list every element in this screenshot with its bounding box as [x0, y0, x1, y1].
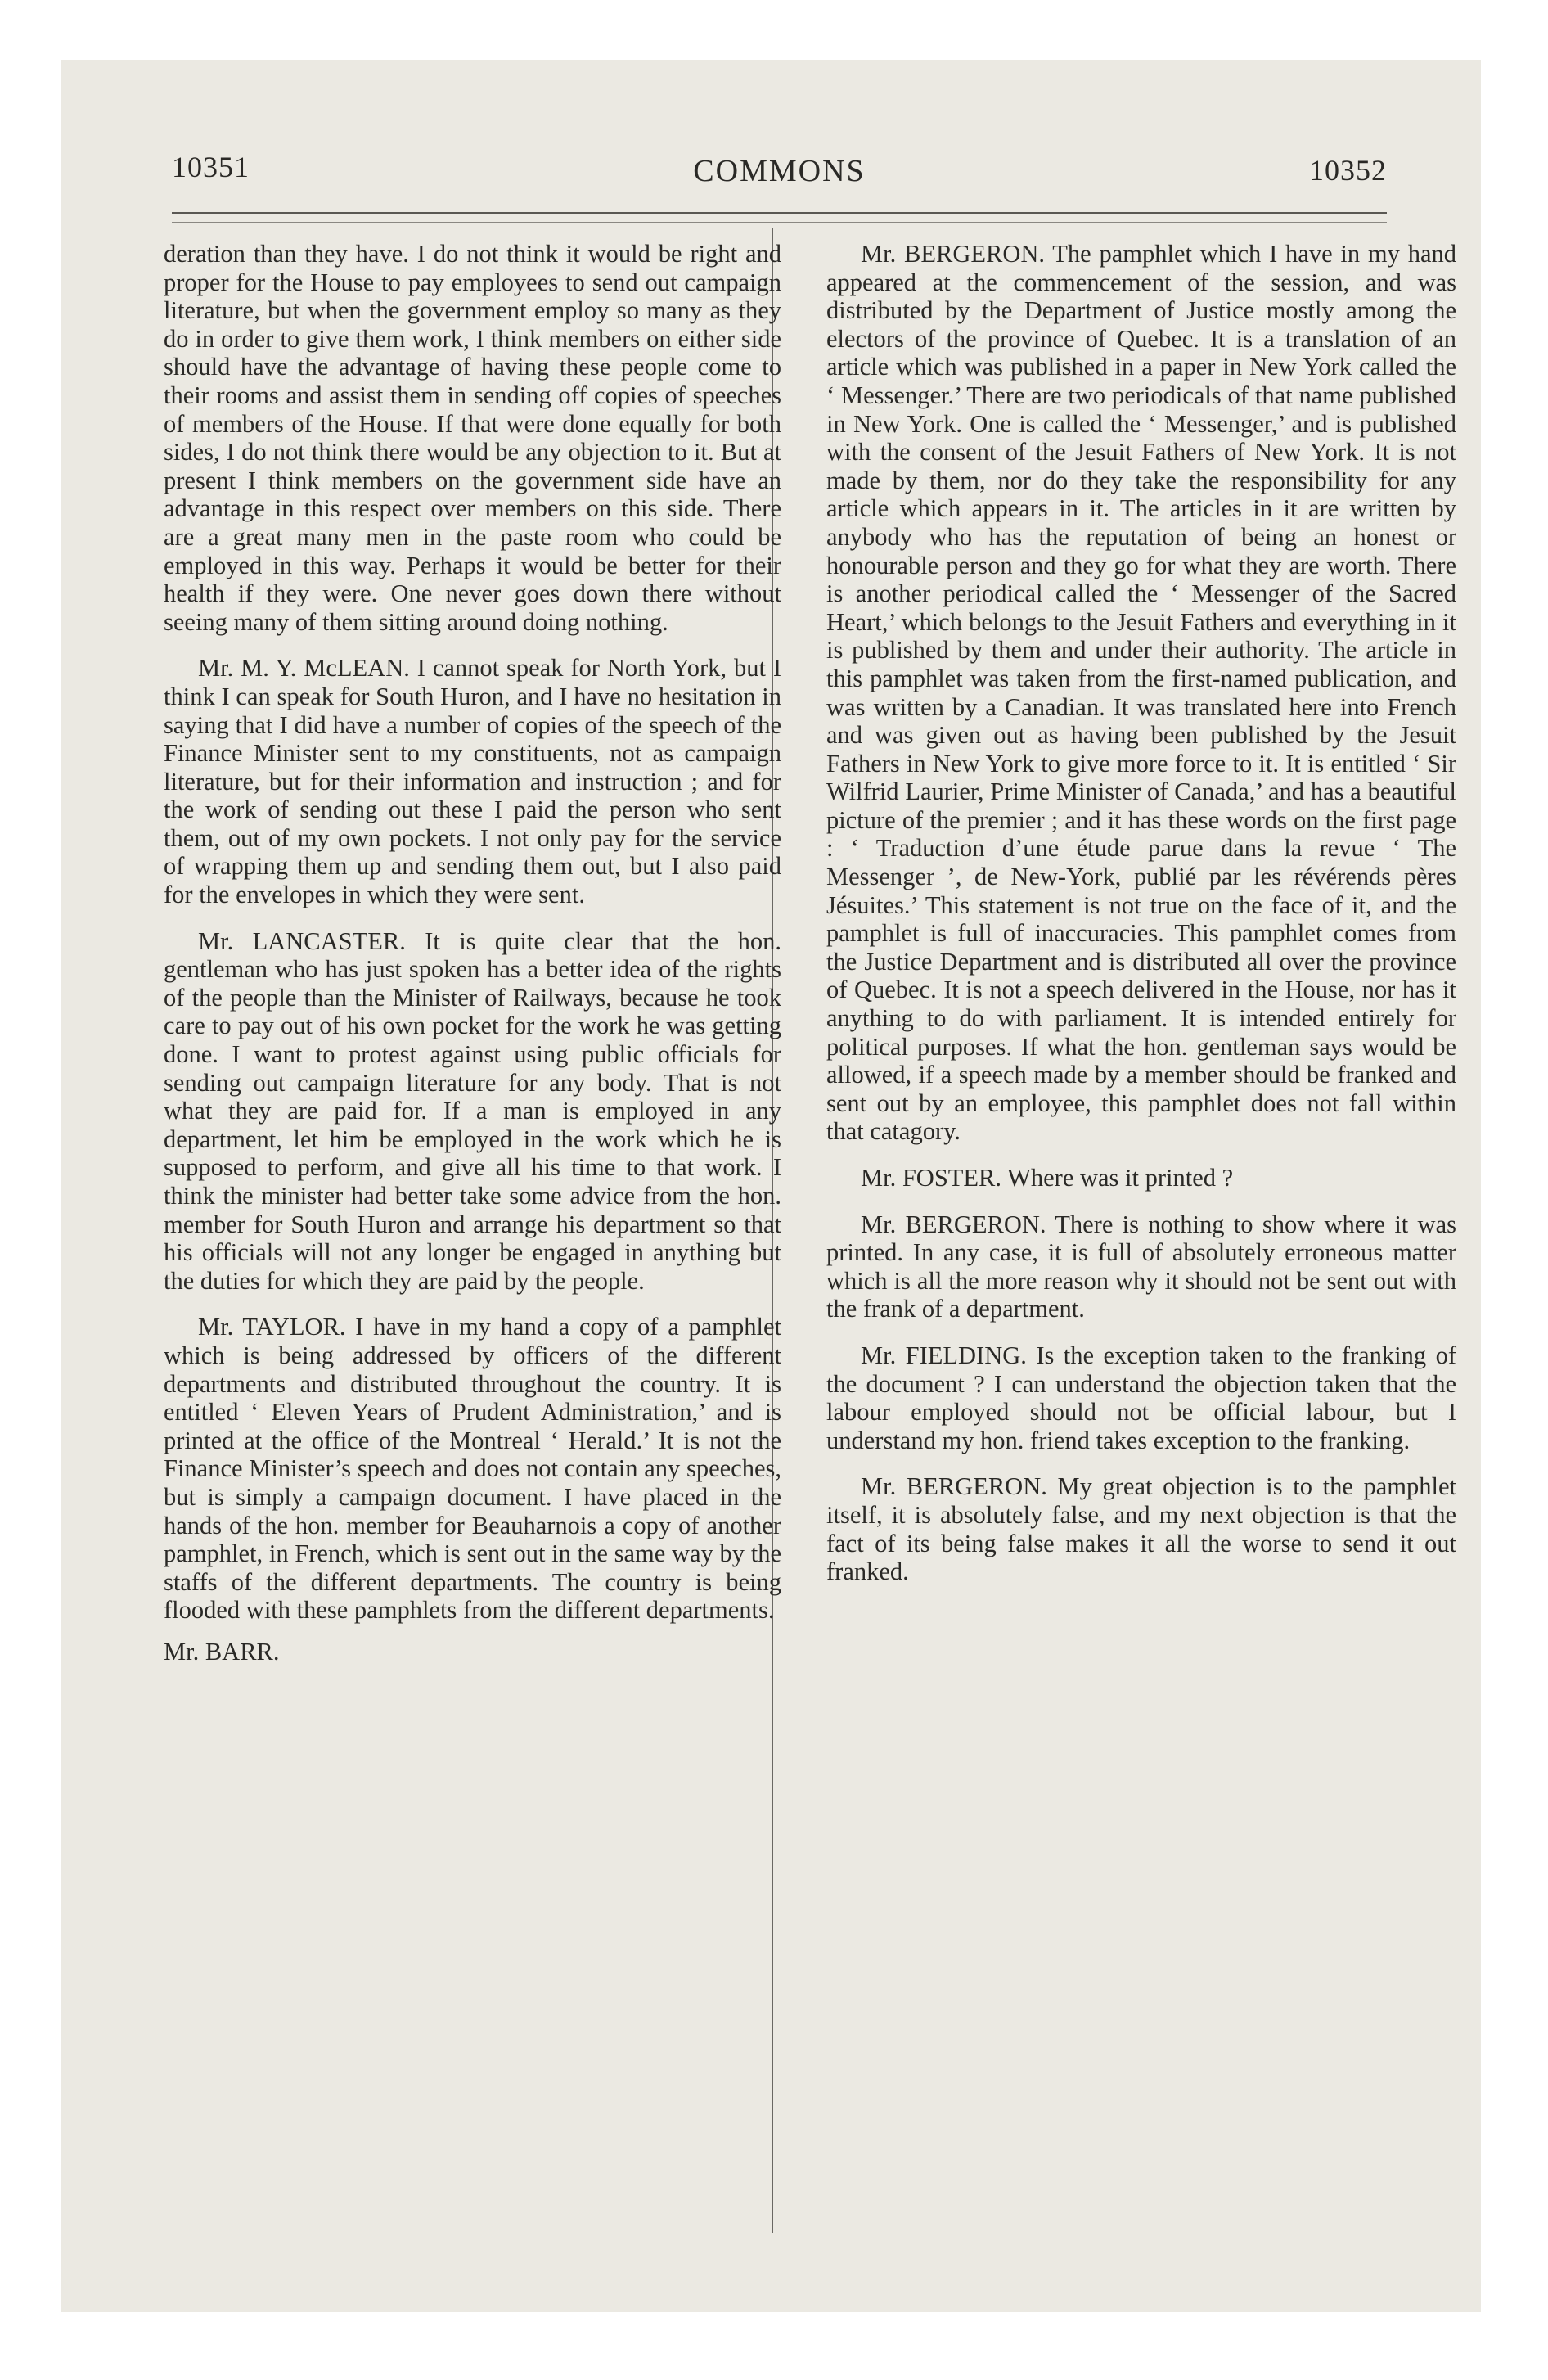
left-column: [164, 240, 781, 1684]
header-rule: [172, 212, 1387, 223]
page-number-right: 10352: [1309, 154, 1387, 187]
paragraph: Mr. M. Y. McLEAN. I cannot speak for North York, but I think I can speak for South Huron, and I have no hesitation in saying that I did have a number of copies of the speech of the Finance Minister sent to my constituents, not as campaign literature, but for their information and instruction ; and for the work of sending out these I paid the person who sent them, out of my own pockets. I not only pay for the service of wrapping them up and sending them out, but I also paid for the envelopes in which they were sent.: [164, 654, 781, 909]
paragraph: Mr. TAYLOR. I have in my hand a copy of a pamphlet which is being addressed by officers of the different departments and distributed throughout the country. It is entitled ‘ Eleven Years of Prudent Administration,’ and is printed at the office of the Montreal ‘ Herald.’ It is not the Finance Minister’s speech and does not contain any speeches, but is simply a campaign document. I have placed in the hands of the hon. member for Beauharnois a copy of another pamphlet, in French, which is sent out in the same way by the staffs of the different departments. The country is being flooded with these pamphlets from the different departments.: [164, 1313, 781, 1625]
page-body: [61, 60, 1481, 2312]
page-number-left: 10351: [172, 151, 250, 183]
paragraph: Mr. LANCASTER. It is quite clear that the hon. gentleman who has just spoken has a better idea of the rights of the people than the Minister of Railways, because he took care to pay out of his own pocket for the work he was getting done. I want to protest against using public officials for sending out campaign literature for any body. That is not what they are paid for. If a man is employed in any department, let him be employed in the work which he is supposed to perform, and give all his time to that work. I think the minister had better take some advice from the hon. member for South Huron and arrange his department so that his officials will not any longer be engaged in anything but the duties for which they are paid by the people.: [164, 926, 781, 1295]
paragraph: Mr. FOSTER. Where was it printed ?: [861, 1164, 1234, 1192]
paragraph: Mr. BERGERON. There is nothing to show where it was printed. In any case, it is full of absolutely erroneous matter which is all the more reason why it should not be sent out with the frank of a department.: [826, 1210, 1456, 1323]
scanned-page: [61, 60, 1481, 2312]
paragraph: Mr. FIELDING. Is the exception taken to the franking of the document ? I can understand the objection taken that the labour employed should not be official labour, but I understand my hon. friend takes exception to the franking.: [826, 1341, 1456, 1454]
right-column: [826, 240, 1456, 1604]
paragraph: Mr. BERGERON. My great objection is to the pamphlet itself, it is absolutely false, and my next objection is that the fact of its being false makes it all the worse to send it out franked.: [826, 1472, 1456, 1586]
paragraph: Mr. BERGERON. The pamphlet which I have in my hand appeared at the commencement of the session, and was distributed by the Department of Justice mostly among the electors of the province of Quebec. It is a translation of an article which was published in a paper in New York called the ‘ Messenger.’ There are two periodicals of that name published in New York. One is called the ‘ Messenger,’ and is published with the consent of the Jesuit Fathers of New York. It is not made by them, nor do they take the responsibility for any article which appears in it. The articles in it are written by anybody who has the reputation of being an honest or honourable person and they go for what they are worth. There is another periodical called the ‘ Messenger of the Sacred Heart,’ which belongs to the Jesuit Fathers and everything in it is published by them and under their authority. The article in this pamphlet was taken from the first-named publication, and was written by a Canadian. It was translated here into French and was given out as having been published by the Jesuit Fathers in New York to give more force to it. It is entitled ‘ Sir Wilfrid Laurier, Prime Minister of Canada,’ and has a beautiful picture of the premier ; and it has these words on the first page : ‘ Traduction d’une étude parue dans la revue ‘ The Messenger ’, de New-York, publié par les révérends pères Jésuites.’ This statement is not true on the face of it, and the pamphlet is full of inaccuracies. This pamphlet comes from the Justice Department and is distributed all over the province of Quebec. It is not a speech delivered in the House, nor has it anything to do with parliament. It is intended entirely for political purposes. If what the hon. gentleman says would be allowed, if a speech made by a member should be franked and sent out by an employee, this pamphlet does not fall within that catagory.: [826, 240, 1456, 1146]
running-header: [172, 150, 1387, 199]
page-title: COMMONS: [693, 154, 866, 188]
speaker-heading: Mr. BARR.: [164, 1637, 280, 1666]
paragraph: deration than they have. I do not think it would be right and proper for the House to pay employees to send out campaign literature, but when the government employ so many as they do in order to give them work, I think members on either side should have the advantage of having these people come to their rooms and assist them in sending off copies of speeches of members of the House. If that were done equally for both sides, I do not think there would be any objection to it. But at present I think members on the government side have an advantage in this respect over members on this side. There are a great many men in the paste room who could be employed in this way. Perhaps it would be better for their health if they were. One never goes down there without seeing many of them sitting around doing nothing.: [164, 240, 781, 636]
